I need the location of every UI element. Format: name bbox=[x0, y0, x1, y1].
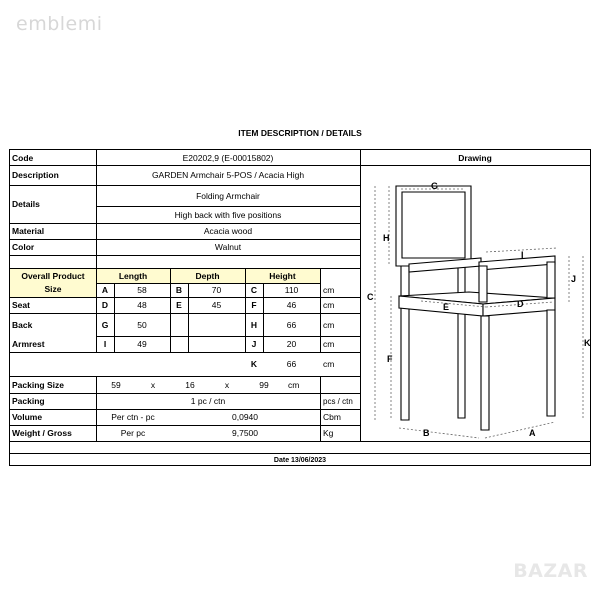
code-i: I bbox=[103, 339, 107, 349]
packing-label: Packing bbox=[12, 396, 45, 406]
chair-front-leg-left bbox=[481, 316, 489, 430]
material-value: Acacia wood bbox=[203, 226, 253, 236]
seat-label: Seat bbox=[12, 300, 30, 310]
color-value: Walnut bbox=[214, 242, 242, 252]
value-d: 48 bbox=[137, 300, 147, 310]
code-j: J bbox=[251, 339, 257, 349]
value-e: 45 bbox=[211, 300, 222, 310]
label-a: A bbox=[529, 428, 536, 438]
value-i: 49 bbox=[137, 339, 147, 349]
sheet-heading: ITEM DESCRIPTION / DETAILS bbox=[238, 128, 362, 138]
volume-sub: Per ctn - pc bbox=[111, 412, 155, 422]
code-d: D bbox=[101, 300, 109, 310]
overall-size-label-2: Size bbox=[44, 284, 62, 294]
chair-drawing bbox=[361, 166, 590, 441]
overall-size-label-1: Overall Product bbox=[21, 270, 85, 281]
col-divider bbox=[320, 268, 321, 352]
packing-value: 1 pc / ctn bbox=[190, 396, 226, 406]
description-label: Description bbox=[12, 170, 59, 180]
details-line-1: Folding Armchair bbox=[196, 190, 260, 201]
unit-armrest: cm bbox=[323, 339, 335, 349]
label-g: G bbox=[431, 181, 439, 191]
weight-sub: Per pc bbox=[120, 428, 146, 438]
weight-value: 9,7500 bbox=[232, 428, 258, 438]
value-j: 20 bbox=[286, 339, 297, 349]
material-label: Material bbox=[12, 226, 45, 236]
volume-unit: Cbm bbox=[323, 412, 341, 422]
packing-size-label: Packing Size bbox=[12, 379, 64, 390]
spec-table bbox=[9, 149, 591, 466]
packing-width: 16 bbox=[185, 379, 195, 390]
description-value: GARDEN Armchair 5-POS / Acacia High bbox=[151, 170, 305, 180]
row-divider bbox=[10, 441, 590, 442]
code-k: K bbox=[250, 359, 258, 369]
value-c: 110 bbox=[284, 285, 299, 295]
packing-x-1: x bbox=[150, 379, 156, 390]
label-i: I bbox=[521, 250, 524, 260]
label-f: F bbox=[387, 354, 393, 364]
packing-unit: cm bbox=[288, 379, 300, 390]
bazar-watermark: BAZAR bbox=[513, 560, 588, 582]
chair-back-leg-left bbox=[401, 266, 409, 420]
code-g: G bbox=[101, 319, 109, 330]
label-b: B bbox=[423, 428, 430, 438]
unit-k: cm bbox=[323, 359, 335, 369]
packing-unit-pcs: pcs / ctn bbox=[323, 396, 353, 406]
row-divider bbox=[10, 255, 360, 256]
weight-label: Weight / Gross bbox=[12, 428, 72, 438]
label-j: J bbox=[571, 274, 577, 284]
volume-value: 0,0940 bbox=[232, 412, 258, 422]
weight-unit: Kg bbox=[323, 428, 334, 438]
chair-arm-post-left bbox=[479, 266, 487, 302]
row-divider bbox=[10, 453, 590, 454]
details-line-2: High back with five positions bbox=[174, 209, 282, 220]
code-h: H bbox=[250, 319, 258, 330]
chair-backrest bbox=[396, 186, 471, 266]
col-divider bbox=[320, 376, 321, 441]
color-label: Color bbox=[12, 242, 35, 252]
watermark-logo: emblemi bbox=[16, 13, 103, 35]
packing-x-2: x bbox=[224, 379, 230, 390]
code-c: C bbox=[250, 285, 258, 295]
code-b: B bbox=[175, 285, 183, 295]
label-e: E bbox=[443, 302, 450, 312]
value-b: 70 bbox=[211, 285, 222, 295]
code-value: E20202,9 (E-00015802) bbox=[182, 152, 274, 163]
value-g: 50 bbox=[137, 319, 147, 330]
length-header: Length bbox=[118, 270, 148, 281]
drawing-label: Drawing bbox=[458, 152, 492, 163]
value-f: 46 bbox=[286, 300, 297, 310]
value-k: 66 bbox=[286, 359, 297, 369]
label-d: D bbox=[517, 299, 524, 309]
value-a: 58 bbox=[137, 285, 147, 295]
volume-label: Volume bbox=[12, 412, 43, 422]
packing-height: 99 bbox=[259, 379, 269, 390]
height-header: Height bbox=[269, 270, 296, 281]
armrest-label: Armrest bbox=[12, 339, 45, 349]
chair-armrest-right bbox=[479, 256, 555, 270]
details-label: Details bbox=[12, 199, 40, 209]
chair-back-leg-right bbox=[458, 266, 465, 418]
label-k: K bbox=[584, 338, 590, 348]
label-c: C bbox=[367, 292, 374, 302]
back-label: Back bbox=[12, 319, 33, 330]
code-label: Code bbox=[12, 152, 34, 163]
value-h: 66 bbox=[286, 319, 297, 330]
unit-overall: cm bbox=[323, 285, 335, 295]
chair-arm-post-right bbox=[547, 262, 555, 298]
code-a: A bbox=[101, 285, 109, 295]
packing-length: 59 bbox=[111, 379, 121, 390]
chair-front-leg-right bbox=[547, 310, 555, 416]
depth-header: Depth bbox=[195, 270, 220, 281]
code-f: F bbox=[251, 300, 257, 310]
unit-seat: cm bbox=[323, 300, 335, 310]
unit-back: cm bbox=[323, 319, 335, 330]
code-e: E bbox=[176, 300, 182, 310]
date-stamp: Date 13/06/2023 bbox=[273, 457, 327, 464]
label-h: H bbox=[383, 233, 390, 243]
